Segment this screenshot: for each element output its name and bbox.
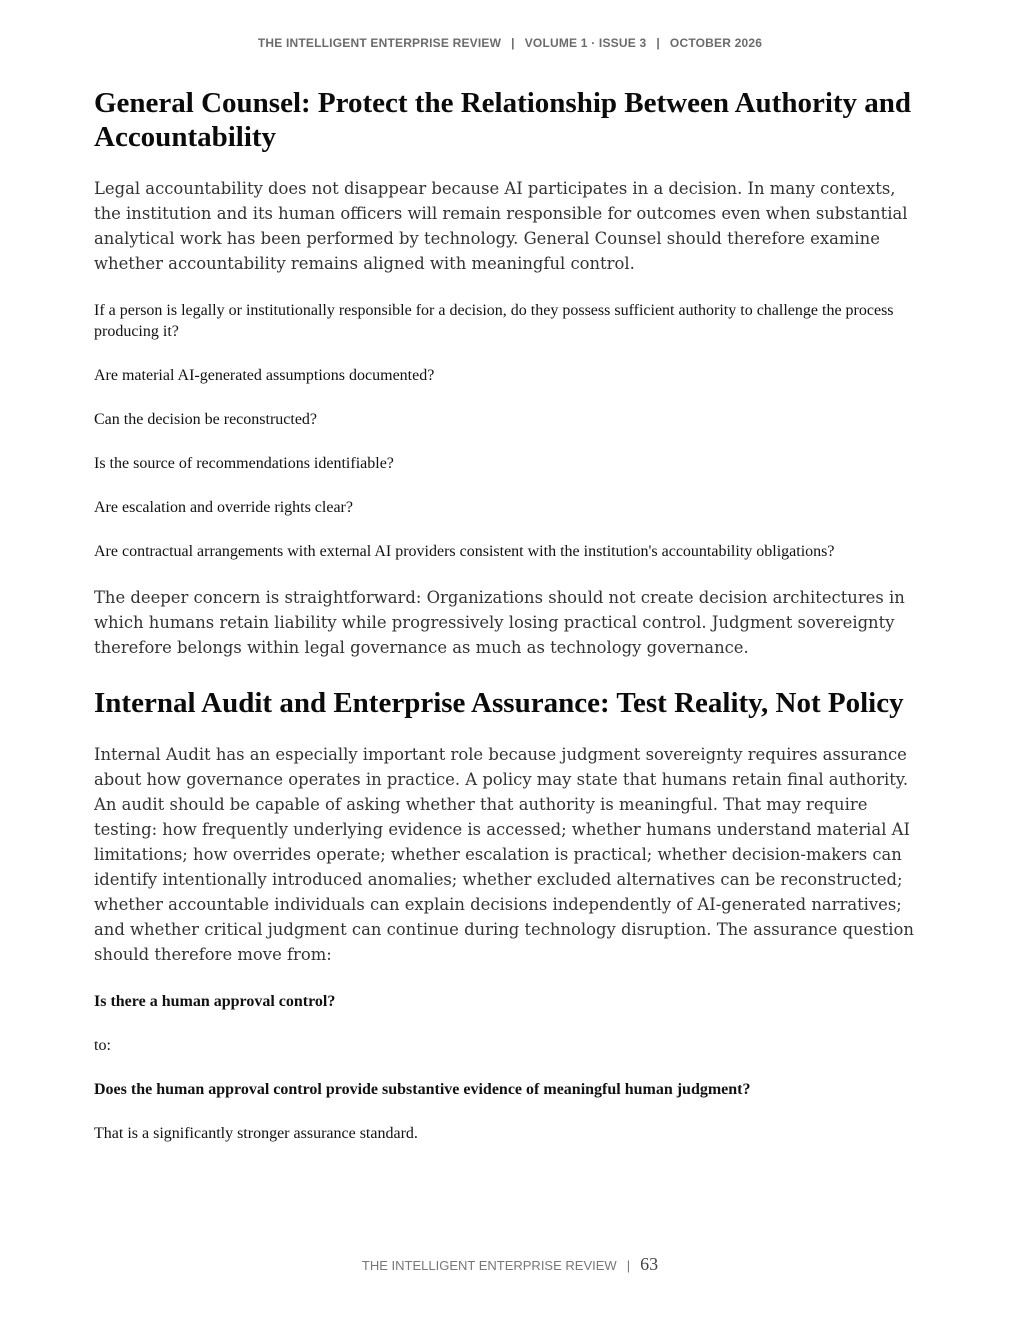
footer-publication: THE INTELLIGENT ENTERPRISE REVIEW <box>361 1258 617 1273</box>
section-intro-paragraph: Internal Audit has an especially important role because judgment sovereignty requires assurance about how governance operates in practice. A policy may state that humans retain final authority. An audit should be capable of asking whether that authority is meaningful. That may require testing: how frequently underlying evidence is accessed; whether humans understand material AI limitations; how overrides operate; whether escalation is practical; whether decision-makers can identify intentionally introduced anomalies; whether excluded alternatives can be reconstructed; whether accountable individuals can explain decisions independently of AI-generated narratives; and whether critical judgment can continue during technology disruption. The assurance question should therefore move from: <box>94 745 914 964</box>
section-conclusion-paragraph: The deeper concern is straightforward: Organizations should not create decision architectures in which humans retain liability while progressively losing practical control. Judgment sovereignty therefore belongs within legal governance as much as technology governance. <box>94 588 905 657</box>
page-number: 63 <box>640 1254 659 1274</box>
running-header <box>0 36 1020 50</box>
article-body <box>94 86 924 1144</box>
page-footer <box>0 1254 1020 1275</box>
section-intro-paragraph: Legal accountability does not disappear because AI participates in a decision. In many contexts, the institution and its human officers will remain responsible for outcomes even when substantial analytical work has been performed by technology. General Counsel should therefore examine whether accountability remains aligned with meaningful control. <box>94 179 908 273</box>
question-item: Are contractual arrangements with external AI providers consistent with the institution's accountability obligations? <box>94 543 835 560</box>
from-question: Is there a human approval control? <box>94 993 336 1010</box>
header-issue: VOLUME 1 · ISSUE 3 <box>524 36 647 50</box>
header-date: OCTOBER 2026 <box>669 36 763 50</box>
section-heading-general-counsel: General Counsel: Protect the Relationship Between Authority and Accountability <box>94 87 912 153</box>
question-item: Is the source of recommendations identifiable? <box>94 455 394 472</box>
closing-statement: That is a significantly stronger assurance standard. <box>94 1125 418 1142</box>
question-item: Can the decision be reconstructed? <box>94 411 318 428</box>
section-heading-internal-audit: Internal Audit and Enterprise Assurance: Test Reality, Not Policy <box>94 687 904 719</box>
footer-separator: | <box>626 1258 631 1273</box>
question-item: If a person is legally or institutionally responsible for a decision, do they possess sufficient authority to challenge the process producing it? <box>94 302 894 340</box>
question-item: Are material AI-generated assumptions documented? <box>94 367 435 384</box>
to-question: Does the human approval control provide substantive evidence of meaningful human judgment? <box>94 1081 751 1098</box>
question-item: Are escalation and override rights clear? <box>94 499 353 516</box>
to-label: to: <box>94 1037 111 1054</box>
header-separator: | <box>656 36 660 50</box>
header-separator: | <box>511 36 515 50</box>
header-publication: THE INTELLIGENT ENTERPRISE REVIEW <box>257 36 502 50</box>
